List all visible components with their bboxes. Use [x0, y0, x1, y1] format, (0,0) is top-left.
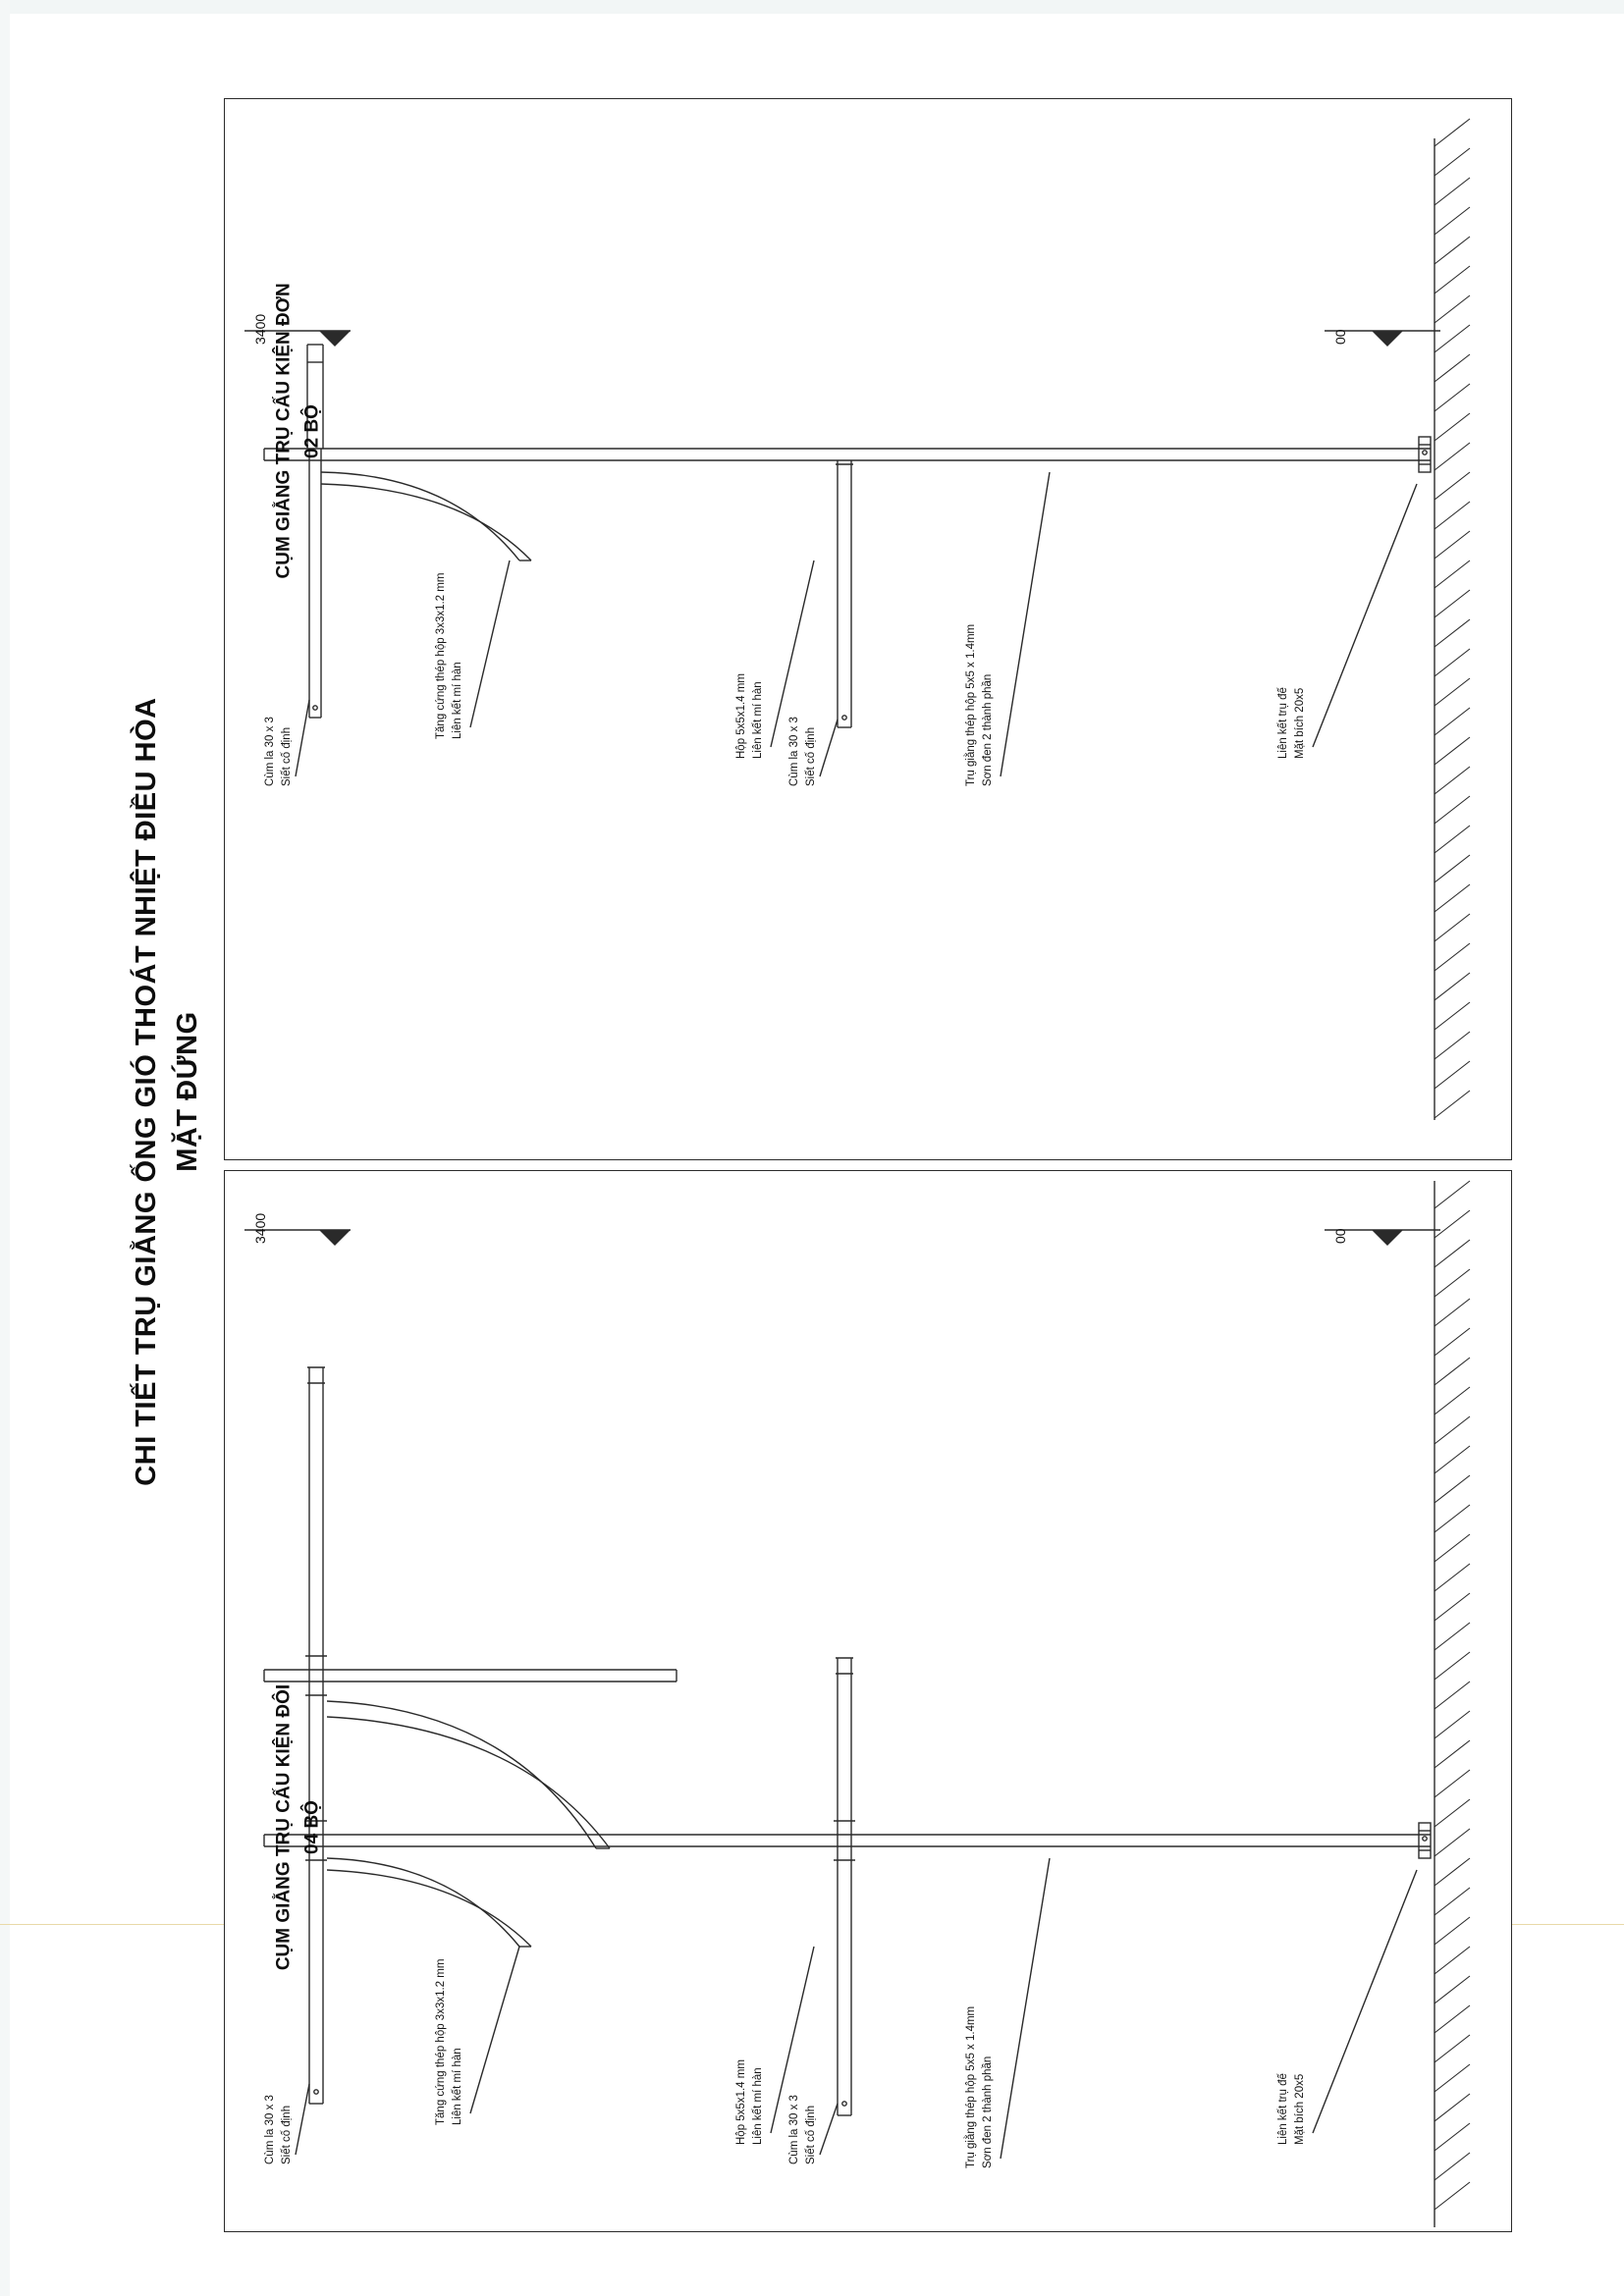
note-clamp-upper-double — [262, 2095, 295, 2164]
note-clamp-lower-double-l1: Cùm la 30 x 3 — [788, 2095, 800, 2164]
note-clamp-upper-single-l2: Siết cố định — [280, 726, 293, 786]
note-base-plate-single-l2: Mặt bích 20x5 — [1293, 687, 1306, 759]
level-label-00-double: 00 — [1332, 1228, 1348, 1244]
note-box-5x5-double-l1: Hộp 5x5x1.4 mm — [735, 2059, 747, 2145]
note-stiffener-single-l2: Liên kết mí hàn — [451, 662, 463, 739]
note-clamp-lower-single-l2: Siết cố định — [804, 726, 817, 786]
view-title-single-line-1: CỤM GIẰNG TRỤ CẤU KIỆN ĐƠN — [273, 283, 295, 579]
note-stiffener-double — [433, 1959, 465, 2125]
note-clamp-upper-double-l2: Siết cố định — [280, 2105, 293, 2164]
note-base-plate-double — [1275, 2073, 1308, 2145]
note-base-plate-double-l1: Liên kết trụ đế — [1277, 2073, 1289, 2145]
note-box-5x5-single-l1: Hộp 5x5x1.4 mm — [735, 673, 747, 759]
view-title-double — [271, 1681, 327, 1975]
drawing-frame-single — [224, 98, 1512, 1160]
note-clamp-upper-double-l1: Cùm la 30 x 3 — [264, 2095, 276, 2164]
note-stiffener-single-l1: Tăng cứng thép hộp 3x3x1.2 mm — [435, 572, 447, 739]
level-label-3400-single: 3400 — [252, 313, 268, 345]
drawing-frame-double — [224, 1170, 1512, 2232]
note-base-plate-double-l2: Mặt bích 20x5 — [1293, 2073, 1306, 2145]
note-box-5x5-double — [733, 2059, 766, 2145]
sheet-title-line-1: CHI TIẾT TRỤ GIẰNG ỐNG GIÓ THOÁT NHIỆT ĐIỀU HÒA — [130, 697, 162, 1486]
note-clamp-upper-single — [262, 717, 295, 786]
view-title-double-line-2: 04 BỘ — [301, 1800, 322, 1854]
label-layer-single — [225, 99, 1511, 1159]
label-layer-double — [225, 1171, 1511, 2231]
view-title-single — [271, 285, 327, 579]
note-stiffener-double-l1: Tăng cứng thép hộp 3x3x1.2 mm — [435, 1958, 447, 2125]
note-box-5x5-double-l2: Liên kết mí hàn — [751, 2067, 764, 2145]
note-clamp-lower-single-l1: Cùm la 30 x 3 — [788, 717, 800, 786]
scan-edge-top — [0, 0, 1624, 14]
note-main-post-single — [963, 624, 996, 786]
note-main-post-double — [963, 2006, 996, 2168]
note-main-post-single-l2: Sơn đen 2 thành phần — [981, 673, 994, 786]
level-label-00-single: 00 — [1332, 329, 1348, 345]
view-title-single-line-2: 02 BỘ — [301, 404, 322, 458]
level-label-3400-double: 3400 — [252, 1212, 268, 1244]
note-clamp-lower-single — [786, 717, 819, 786]
note-clamp-lower-double-l2: Siết cố định — [804, 2105, 817, 2164]
note-box-5x5-single-l2: Liên kết mí hàn — [751, 681, 764, 759]
note-clamp-lower-double — [786, 2095, 819, 2164]
sheet-title-line-2: MẶT ĐỨNG — [172, 1011, 203, 1172]
note-stiffener-single — [433, 573, 465, 739]
note-stiffener-double-l2: Liên kết mí hàn — [451, 2048, 463, 2125]
view-title-double-line-1: CỤM GIẰNG TRỤ CẤU KIỆN ĐÔI — [273, 1683, 295, 1971]
note-main-post-double-l1: Trụ giằng thép hộp 5x5 x 1.4mm — [965, 2005, 977, 2168]
scan-edge-left — [0, 0, 10, 2296]
note-main-post-double-l2: Sơn đen 2 thành phần — [981, 2056, 994, 2168]
sheet-title — [126, 552, 208, 1631]
note-base-plate-single — [1275, 687, 1308, 759]
note-clamp-upper-single-l1: Cùm la 30 x 3 — [264, 717, 276, 786]
note-base-plate-single-l1: Liên kết trụ đế — [1277, 687, 1289, 759]
note-box-5x5-single — [733, 673, 766, 759]
note-main-post-single-l1: Trụ giằng thép hộp 5x5 x 1.4mm — [965, 623, 977, 786]
